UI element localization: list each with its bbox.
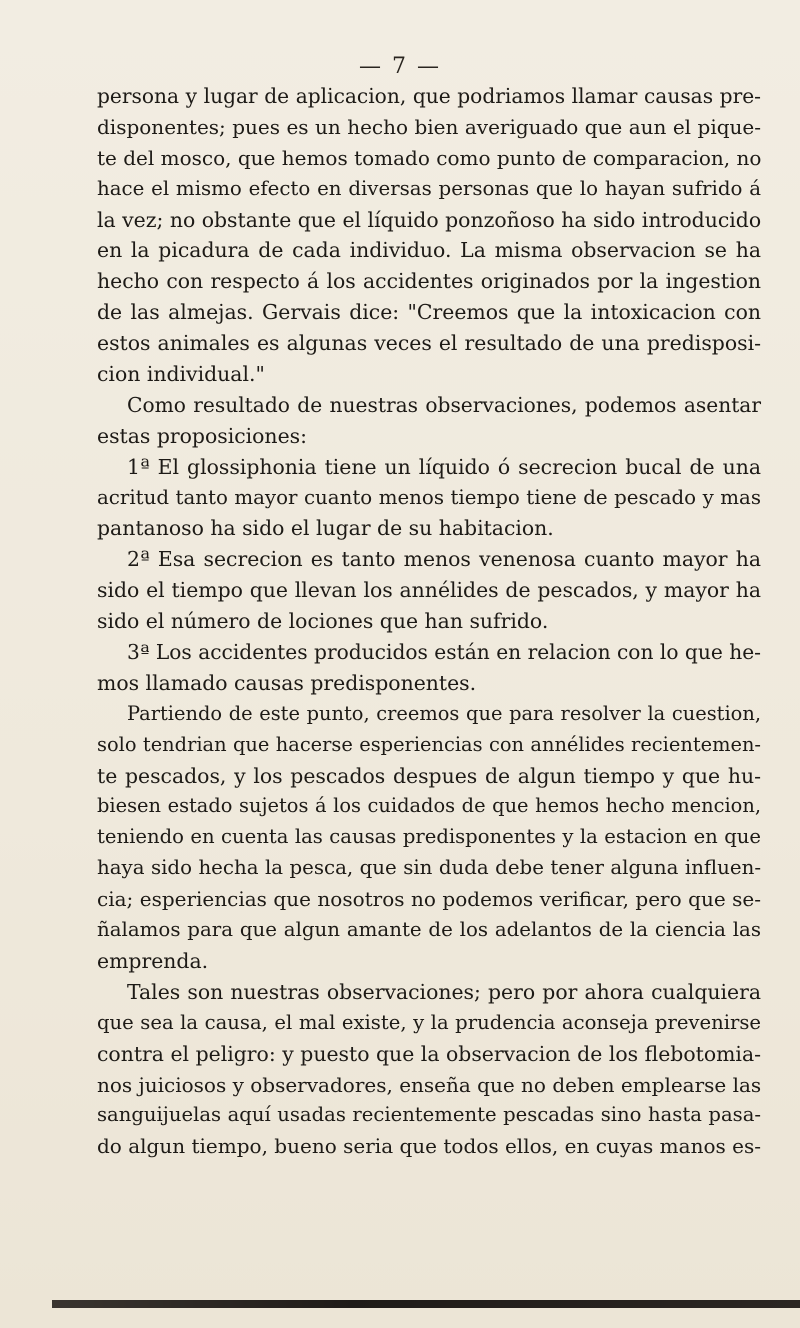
text-line: do algun tiempo, bueno seria que todos ellos, en cuyas manos es- (97, 1134, 761, 1159)
text-line: persona y lugar de aplicacion, que podriamos llamar causas pre- (97, 84, 761, 108)
text-line: en la picadura de cada individuo. La misma observacion se ha (97, 238, 761, 263)
text-line: nos juiciosos y observadores, enseña que no deben emplearse las (97, 1072, 762, 1097)
text-line: la vez; no obstante que el líquido ponzoñoso ha sido introducido (97, 207, 762, 232)
text-line: mos llamado causas predisponentes. (97, 670, 477, 695)
text-line: cion individual." (97, 362, 265, 387)
text-line: sanguijuelas aquí usadas recientemente pescadas sino hasta pasa- (97, 1103, 761, 1127)
text-line: disponentes; pues es un hecho bien averiguado que aun el pique- (97, 114, 761, 139)
text-line: sido el número de lociones que han sufrido. (97, 609, 549, 634)
text-line: haya sido hecha la pesca, que sin duda debe tener alguna influen- (97, 856, 761, 880)
body-text (97, 81, 761, 1162)
text-line: emprenda. (97, 948, 209, 973)
text-line: hace el mismo efecto en diversas personas que lo hayan sufrido á (97, 176, 761, 200)
text-line: te pescados, y los pescados despues de algun tiempo y que hu- (97, 763, 761, 788)
text-line: ñalamos para que algun amante de los adelantos de la ciencia las (97, 918, 761, 942)
text-line: 3ª Los accidentes producidos están en relacion con lo que he- (127, 640, 761, 665)
text-line: 1ª El glossiphonia tiene un líquido ó secrecion bucal de una (127, 454, 761, 479)
text-line: 2ª Esa secrecion es tanto menos venenosa cuanto mayor ha (127, 547, 761, 572)
text-line: Como resultado de nuestras observaciones, podemos asentar (127, 392, 761, 417)
text-line: te del mosco, que hemos tomado como punto de comparacion, no (97, 145, 762, 170)
text-line: estos animales es algunas veces el resultado de una predisposi- (97, 331, 761, 356)
text-line: Partiendo de este punto, creemos que para resolver la cuestion, (127, 701, 761, 725)
text-line: teniendo en cuenta las causas predisponentes y la estacion en que (97, 825, 761, 849)
text-line: cia; esperiencias que nosotros no podemos verificar, pero que se- (97, 887, 761, 912)
text-line: estas proposiciones: (97, 423, 307, 448)
text-line: Tales son nuestras observaciones; pero por ahora cualquiera (127, 979, 761, 1004)
text-line: pantanoso ha sido el lugar de su habitacion. (97, 516, 554, 541)
text-line: acritud tanto mayor cuanto menos tiempo tiene de pescado y mas (97, 485, 761, 509)
text-line: de las almejas. Gervais dice: "Creemos que la intoxicacion con (97, 300, 761, 325)
bottom-edge-rule (52, 1300, 800, 1308)
text-line: contra el peligro: y puesto que la observacion de los flebotomia- (97, 1041, 761, 1066)
text-line: hecho con respecto á los accidentes originados por la ingestion (97, 269, 761, 294)
text-line: que sea la causa, el mal existe, y la prudencia aconseja prevenirse (97, 1010, 761, 1034)
text-line: sido el tiempo que llevan los annélides de pescados, y mayor ha (97, 578, 761, 603)
page-number: — 7 — (359, 54, 441, 79)
text-line: biesen estado sujetos á los cuidados de que hemos hecho mencion, (97, 794, 761, 818)
text-line: solo tendrian que hacerse esperiencias con annélides recientemen- (97, 732, 761, 756)
